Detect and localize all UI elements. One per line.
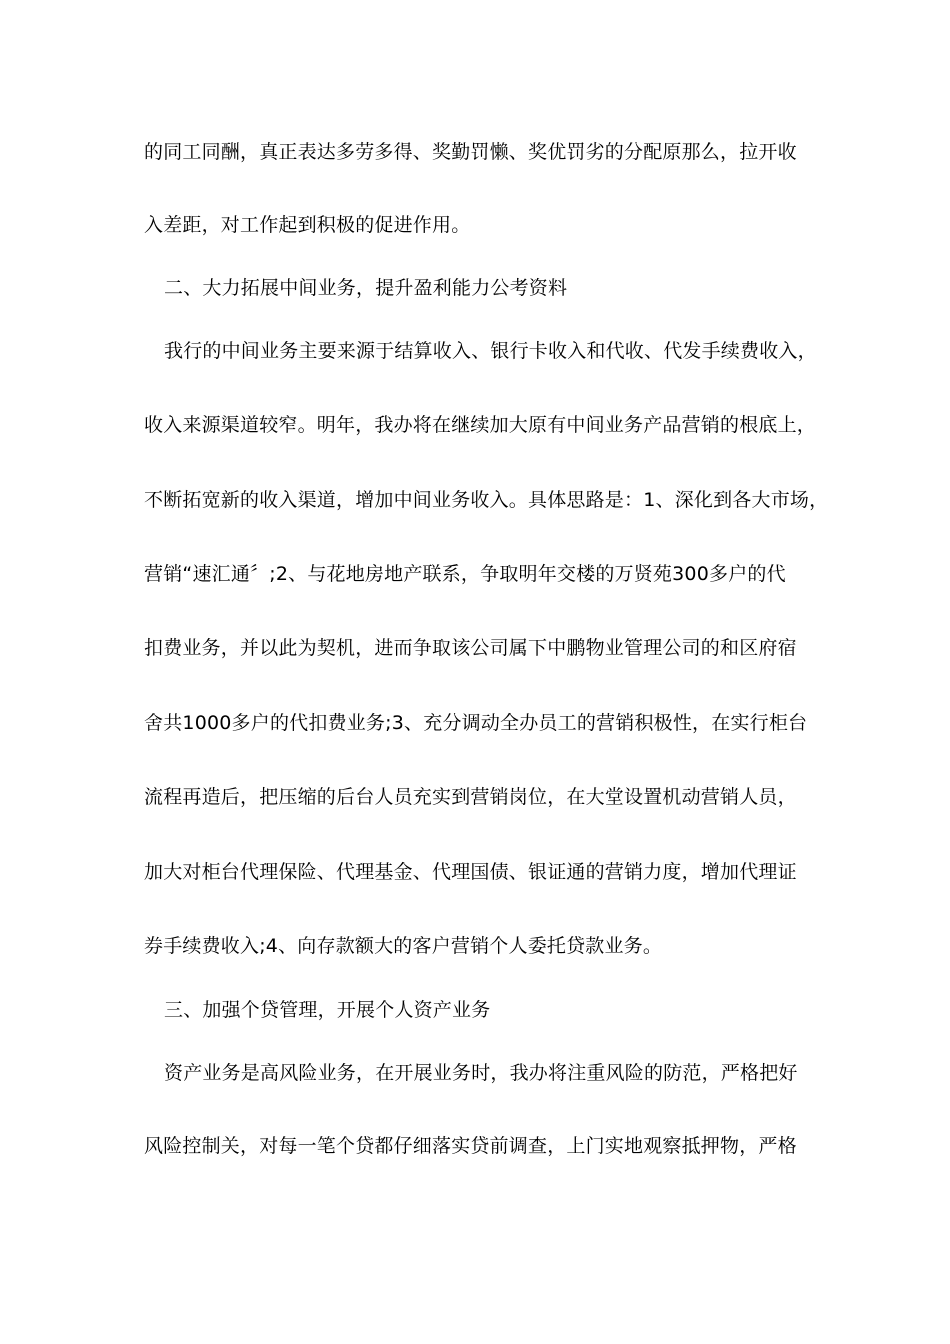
paragraph-line-14: 资产业务是高风险业务，在开展业务时，我办将注重风险的防范，严格把好 <box>164 1062 798 1084</box>
paragraph-line-4: 我行的中间业务主要来源于结算收入、银行卡收入和代收、代发手续费收入， <box>164 340 817 362</box>
paragraph-line-10: 流程再造后，把压缩的后台人员充实到营销岗位，在大堂设置机动营销人员， <box>144 786 797 808</box>
paragraph-line-5: 收入来源渠道较窄。明年，我办将在继续加大原有中间业务产品营销的根底上， <box>144 414 817 436</box>
paragraph-line-6: 不断拓宽新的收入渠道，增加中间业务收入。具体思路是：1、深化到各大市场， <box>144 489 829 511</box>
paragraph-line-11: 加大对柜台代理保险、代理基金、代理国债、银证通的营销力度，增加代理证 <box>144 861 797 883</box>
paragraph-line-8: 扣费业务，并以此为契机，进而争取该公司属下中鹏物业管理公司的和区府宿 <box>144 637 797 659</box>
paragraph-line-12: 券手续费收入;4、向存款额大的客户营销个人委托贷款业务。 <box>144 935 663 957</box>
paragraph-line-9: 舍共1000多户的代扣费业务;3、充分调动全办员工的营销积极性，在实行柜台 <box>144 712 808 734</box>
paragraph-line-7: 营销“速汇通〞;2、与花地房地产联系，争取明年交楼的万贤苑300多户的代 <box>144 563 786 585</box>
paragraph-line-1: 的同工同酬，真正表达多劳多得、奖勤罚懒、奖优罚劣的分配原那么，拉开收 <box>144 141 797 163</box>
section-heading-3: 三、加强个贷管理，开展个人资产业务 <box>164 999 491 1021</box>
section-heading-2: 二、大力拓展中间业务，提升盈利能力公考资料 <box>164 277 568 299</box>
paragraph-line-15: 风险控制关，对每一笔个贷都仔细落实贷前调查，上门实地观察抵押物，严格 <box>144 1135 797 1157</box>
paragraph-line-2: 入差距，对工作起到积极的促进作用。 <box>144 214 471 236</box>
